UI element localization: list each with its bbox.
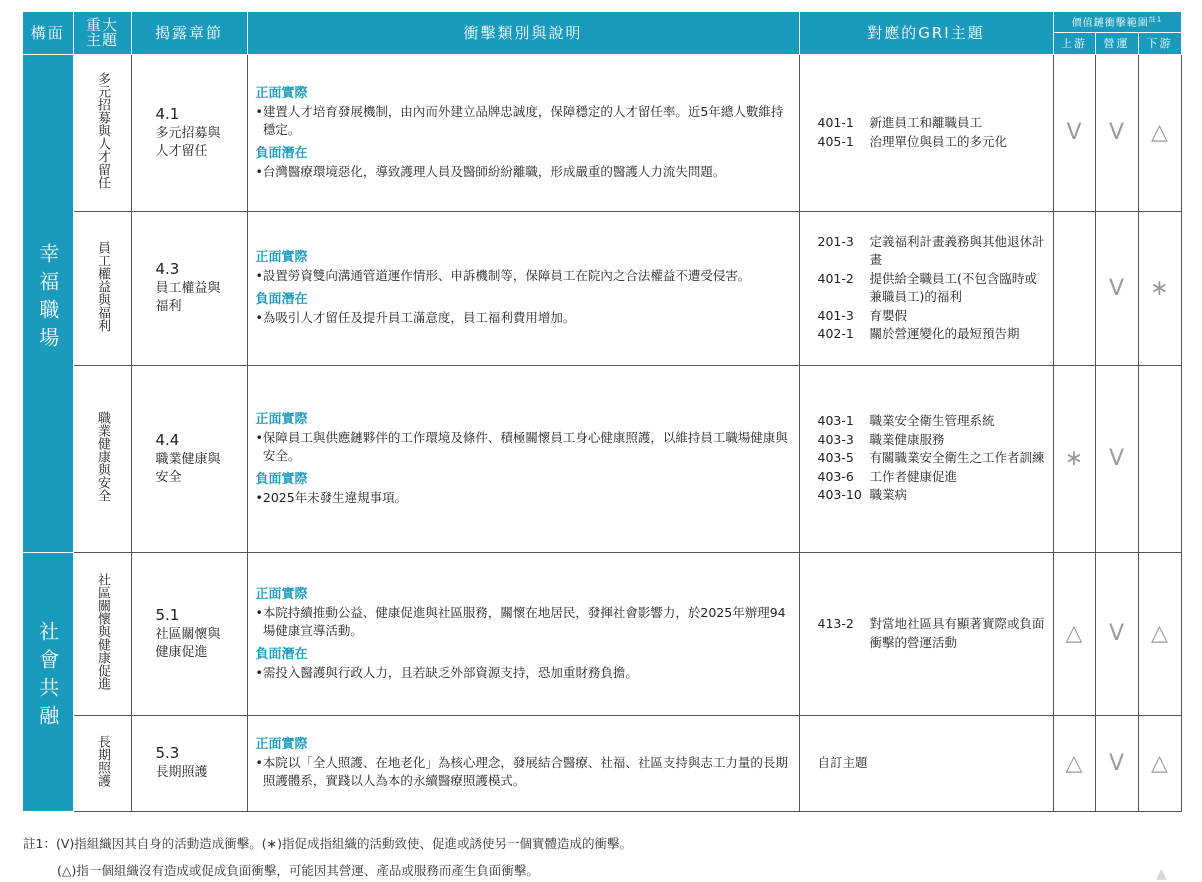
header-downstream: 下游 [1138, 32, 1181, 54]
header-topic: 重大主題 [73, 12, 131, 54]
chapter-title: 職業健康與安全 [155, 451, 221, 485]
chapter-title: 員工權益與福利 [155, 281, 221, 314]
chapter-cell [131, 211, 247, 365]
operation-mark: V [1095, 365, 1138, 552]
gri-code: 403-6 [817, 468, 854, 484]
impact-text: 台灣醫療環境惡化，導致護理人員及醫師紛紛離職，形成嚴重的醫護人力流失問題。 [262, 163, 726, 179]
footnote-line-2: (△)指一個組織沒有造成或促成負面衝擊，可能因其營運、產品或服務而產生負面衝擊。 [57, 863, 539, 878]
operation-mark: V [1095, 715, 1138, 811]
topic-cell [73, 552, 131, 715]
gri-code: 402-1 [817, 326, 854, 341]
gri-title: 治理單位與員工的多元化 [869, 133, 1008, 149]
impact-item [256, 604, 789, 640]
gri-item [818, 325, 1045, 344]
gri-title: 對當地社區具有顯著實際或負面衝擊的營運活動 [869, 616, 1045, 650]
table-body [23, 54, 1181, 811]
table-row [23, 211, 1181, 365]
topic-cell [73, 211, 131, 365]
impact-heading: 正面實際 [255, 737, 308, 752]
impact-section [256, 736, 789, 790]
chapter-cell [131, 365, 247, 552]
bullet-icon: • [255, 755, 263, 770]
bullet-icon: • [255, 664, 263, 680]
gri-code: 403-5 [817, 450, 854, 466]
corner-mark-icon: ▲ [1156, 866, 1167, 882]
upstream-mark: ∗ [1053, 365, 1095, 552]
upstream-mark: V [1053, 54, 1095, 211]
impact-section [256, 145, 789, 181]
impact-text: 本院持續推動公益、健康促進與社區服務，關懷在地居民，發揮社會影響力，於2025年辦理94場健康宣導活動。 [262, 604, 786, 638]
impact-heading: 負面實際 [255, 471, 308, 487]
gri-cell [799, 715, 1053, 811]
gri-cell [799, 54, 1053, 211]
downstream-mark: △ [1138, 715, 1181, 811]
gri-item [818, 133, 1045, 152]
impact-item [256, 163, 789, 181]
impact-section [256, 586, 789, 640]
impact-section [256, 646, 789, 682]
materiality-table [23, 12, 1182, 812]
gri-item [818, 412, 1045, 431]
bullet-icon: • [255, 489, 263, 505]
topic-label: 社區關懷與健康促進 [95, 573, 110, 690]
impact-section [256, 411, 789, 465]
downstream-mark: △ [1138, 552, 1181, 715]
bullet-icon: • [255, 103, 263, 119]
topic-label: 長期照護 [95, 735, 110, 787]
table-header [23, 12, 1181, 54]
gri-item [818, 449, 1045, 468]
bullet-icon: • [255, 268, 263, 283]
header-upstream: 上游 [1053, 32, 1095, 54]
topic-label: 員工權益與福利 [95, 240, 110, 332]
gri-code: 405-1 [817, 133, 854, 149]
header-value-chain [1053, 12, 1181, 32]
table-row [23, 715, 1181, 811]
aspect-cell [23, 552, 73, 811]
impact-cell [247, 365, 799, 552]
gri-code: 403-3 [817, 431, 854, 447]
header-gri: 對應的GRI主題 [799, 12, 1053, 54]
impact-item [256, 664, 789, 682]
chapter-cell [131, 552, 247, 715]
upstream-mark: △ [1053, 715, 1095, 811]
impact-section [256, 85, 789, 139]
impact-item [256, 103, 789, 139]
gri-title: 關於營運變化的最短預告期 [869, 326, 1020, 341]
gri-item [818, 431, 1045, 450]
topic-label: 多元招募與人才留任 [95, 72, 110, 189]
impact-text: 需投入醫護與行政人力，且若缺乏外部資源支持，恐加重財務負擔。 [262, 664, 638, 680]
gri-title: 育嬰假 [869, 307, 908, 323]
impact-item [256, 429, 789, 465]
impact-heading: 負面潛在 [255, 292, 308, 307]
chapter-number: 4.3 [155, 260, 180, 278]
header-impact: 衝擊類別與說明 [247, 12, 799, 54]
impact-heading: 負面潛在 [255, 145, 308, 161]
chapter-title: 社區關懷與健康促進 [155, 626, 221, 660]
chapter-number: 5.3 [155, 744, 180, 762]
topic-cell [73, 54, 131, 211]
bullet-icon: • [255, 429, 263, 445]
topic-cell [73, 715, 131, 811]
impact-heading: 正面實際 [255, 586, 308, 602]
chapter-title: 多元招募與人才留任 [155, 125, 221, 159]
gri-item [818, 233, 1045, 270]
impact-section [256, 249, 789, 285]
gri-item [818, 754, 1045, 773]
impact-heading: 正面實際 [255, 250, 308, 265]
gri-title: 職業病 [869, 487, 908, 503]
chapter-number: 4.1 [155, 104, 180, 123]
table-row [23, 552, 1181, 715]
gri-code: 401-3 [817, 307, 854, 323]
impact-heading: 正面實際 [255, 411, 308, 427]
gri-title: 新進員工和離職員工 [869, 115, 983, 130]
gri-cell [799, 552, 1053, 715]
downstream-mark [1138, 365, 1181, 552]
gri-cell [799, 211, 1053, 365]
header-operation: 營運 [1095, 32, 1138, 54]
impact-section [256, 471, 789, 507]
header-chapter: 揭露章節 [131, 12, 247, 54]
gri-code: 403-10 [817, 487, 862, 503]
gri-title: 有關職業安全衛生之工作者訓練 [869, 450, 1045, 466]
downstream-mark: ∗ [1138, 211, 1181, 365]
impact-item [256, 309, 789, 327]
downstream-mark: △ [1138, 54, 1181, 211]
gri-item [818, 615, 1045, 652]
gri-item [818, 486, 1045, 505]
aspect-label: 幸福職場 [35, 242, 60, 355]
gri-cell [799, 365, 1053, 552]
gri-item [818, 468, 1045, 487]
impact-heading: 負面潛在 [255, 646, 308, 662]
table-row [23, 54, 1181, 211]
header-value-chain-note: 註1 [1148, 15, 1163, 24]
impact-text: 2025年未發生違規事項。 [262, 489, 408, 505]
impact-text: 為吸引人才留任及提升員工滿意度，員工福利費用增加。 [262, 310, 576, 325]
impact-text: 本院以「全人照護、在地老化」為核心理念，發展結合醫療、社福、社區支持與志工力量的長期照護體系，實踐以人為本的永續醫療照護模式。 [262, 755, 788, 788]
impact-item [256, 267, 789, 285]
chapter-cell [131, 54, 247, 211]
gri-code: 201-3 [817, 233, 854, 249]
gri-code: 413-2 [817, 616, 854, 631]
impact-heading: 正面實際 [255, 85, 308, 101]
table-row [23, 365, 1181, 552]
gri-title: 提供給全職員工(不包含臨時或兼職員工)的福利 [869, 270, 1037, 304]
impact-section [256, 291, 789, 327]
gri-title: 工作者健康促進 [869, 468, 958, 484]
materiality-table-wrapper [23, 12, 1181, 812]
impact-item [256, 489, 789, 507]
impact-cell [247, 715, 799, 811]
gri-title: 職業健康服務 [869, 431, 945, 447]
operation-mark: V [1095, 54, 1138, 211]
gri-item [818, 307, 1045, 326]
chapter-cell [131, 715, 247, 811]
gri-title: 定義福利計畫義務與其他退休計畫 [869, 233, 1045, 267]
chapter-number: 5.1 [155, 605, 180, 624]
topic-label: 職業健康與安全 [95, 411, 110, 502]
bullet-icon: • [255, 604, 263, 620]
gri-item [818, 270, 1045, 307]
upstream-mark [1053, 211, 1095, 365]
aspect-label: 社會共融 [35, 621, 60, 733]
gri-code: 401-2 [817, 270, 854, 286]
impact-cell [247, 552, 799, 715]
header-aspect: 構面 [23, 12, 73, 54]
gri-code: 403-1 [817, 413, 854, 429]
impact-item [256, 754, 789, 790]
footnote-line-1: 註1：(V)指組織因其自身的活動造成衝擊。(∗)指促成指組織的活動致使、促進或誘使另一個實體造成的衝擊。 [23, 836, 632, 851]
impact-cell [247, 54, 799, 211]
chapter-title: 長期照護 [155, 765, 208, 780]
aspect-cell [23, 54, 73, 552]
bullet-icon: • [255, 163, 263, 179]
impact-text: 建置人才培育發展機制，由內而外建立品牌忠誠度，保障穩定的人才留任率。近5年總人數維持穩定。 [262, 103, 784, 137]
topic-cell [73, 365, 131, 552]
operation-mark: V [1095, 211, 1138, 365]
impact-text: 保障員工與供應鏈夥伴的工作環境及條件、積極關懷員工身心健康照護，以維持員工職場健康與安全。 [262, 429, 788, 463]
bullet-icon: • [255, 310, 263, 325]
operation-mark: V [1095, 552, 1138, 715]
gri-title: 自訂主題 [817, 754, 868, 770]
header-value-chain-label: 價值鏈衝擊範圍 [1071, 18, 1149, 30]
chapter-number: 4.4 [155, 430, 180, 449]
gri-code: 401-1 [817, 115, 854, 130]
gri-item [818, 114, 1045, 133]
gri-title: 職業安全衛生管理系統 [869, 413, 995, 429]
upstream-mark: △ [1053, 552, 1095, 715]
impact-text: 設置勞資雙向溝通管道運作情形、申訴機制等，保障員工在院內之合法權益不遭受侵害。 [262, 268, 751, 283]
impact-cell [247, 211, 799, 365]
